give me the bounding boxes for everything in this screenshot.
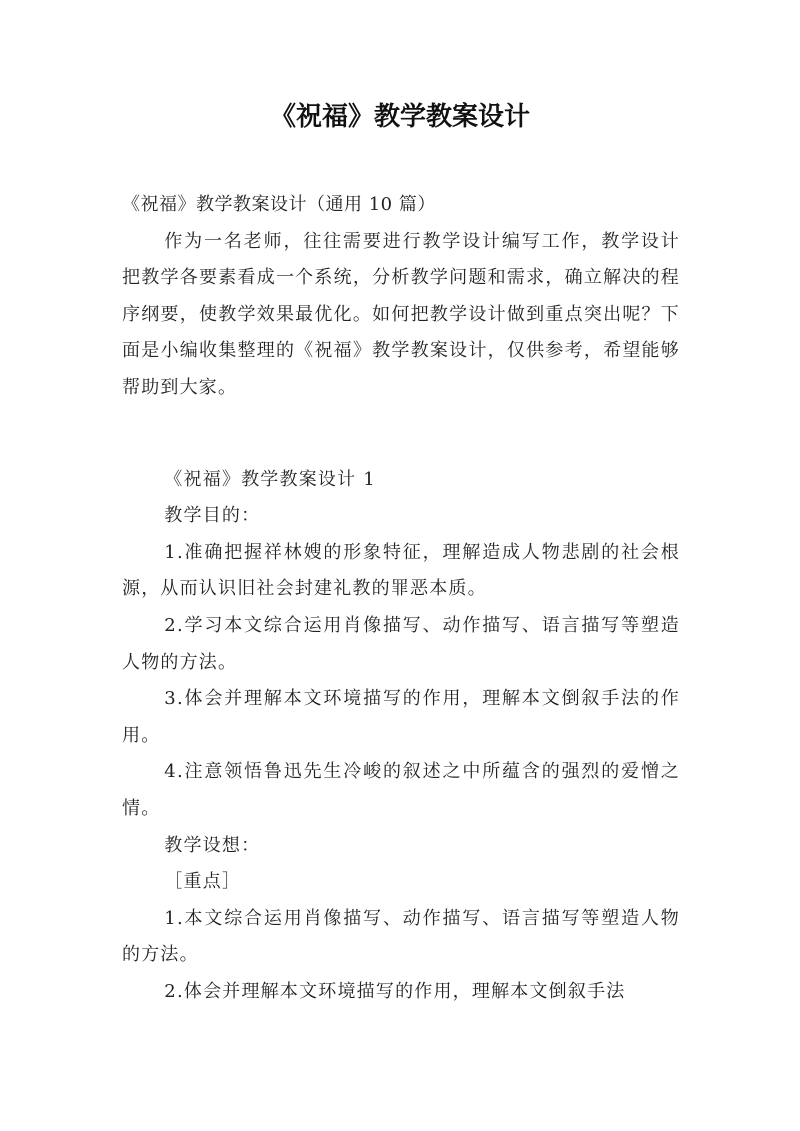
document-subtitle: 《祝福》教学教案设计（通用 10 篇） (122, 194, 436, 215)
key-points-label: ［重点］ (164, 871, 242, 893)
objective-item: 3.体会并理解本文环境描写的作用，理解本文倒叙手法的作用。 (122, 688, 680, 746)
intro-paragraph: 作为一名老师，往往需要进行教学设计编写工作，教学设计把教学各要素看成一个系统，分析教学问题和需求，确立解决的程序纲要，使教学效果最优化。如何把教学设计做到重点突出呢？下面是小编收集整理的《祝福》教学教案设计，仅供参考，希望能够帮助到大家。 (122, 230, 680, 398)
objectives-heading: 教学目的： (164, 505, 261, 527)
section-heading: 《祝福》教学教案设计 1 (164, 468, 376, 490)
key-point-item: 2.体会并理解本文环境描写的作用，理解本文倒叙手法 (164, 980, 626, 1002)
objective-item: 4.注意领悟鲁迅先生冷峻的叙述之中所蕴含的强烈的爱憎之情。 (122, 761, 680, 819)
document-title: 《祝福》教学教案设计 (269, 102, 530, 132)
document-body (122, 187, 680, 1010)
objective-item: 2.学习本文综合运用肖像描写、动作描写、语言描写等塑造人物的方法。 (122, 614, 680, 673)
design-heading: 教学设想： (164, 834, 261, 856)
key-point-item: 1.本文综合运用肖像描写、动作描写、语言描写等塑造人物的方法。 (122, 907, 680, 966)
objective-item: 1.准确把握祥林嫂的形象特征，理解造成人物悲剧的社会根源，从而认识旧社会封建礼教的罪恶本质。 (122, 541, 680, 600)
paragraph-spacer (122, 407, 680, 462)
